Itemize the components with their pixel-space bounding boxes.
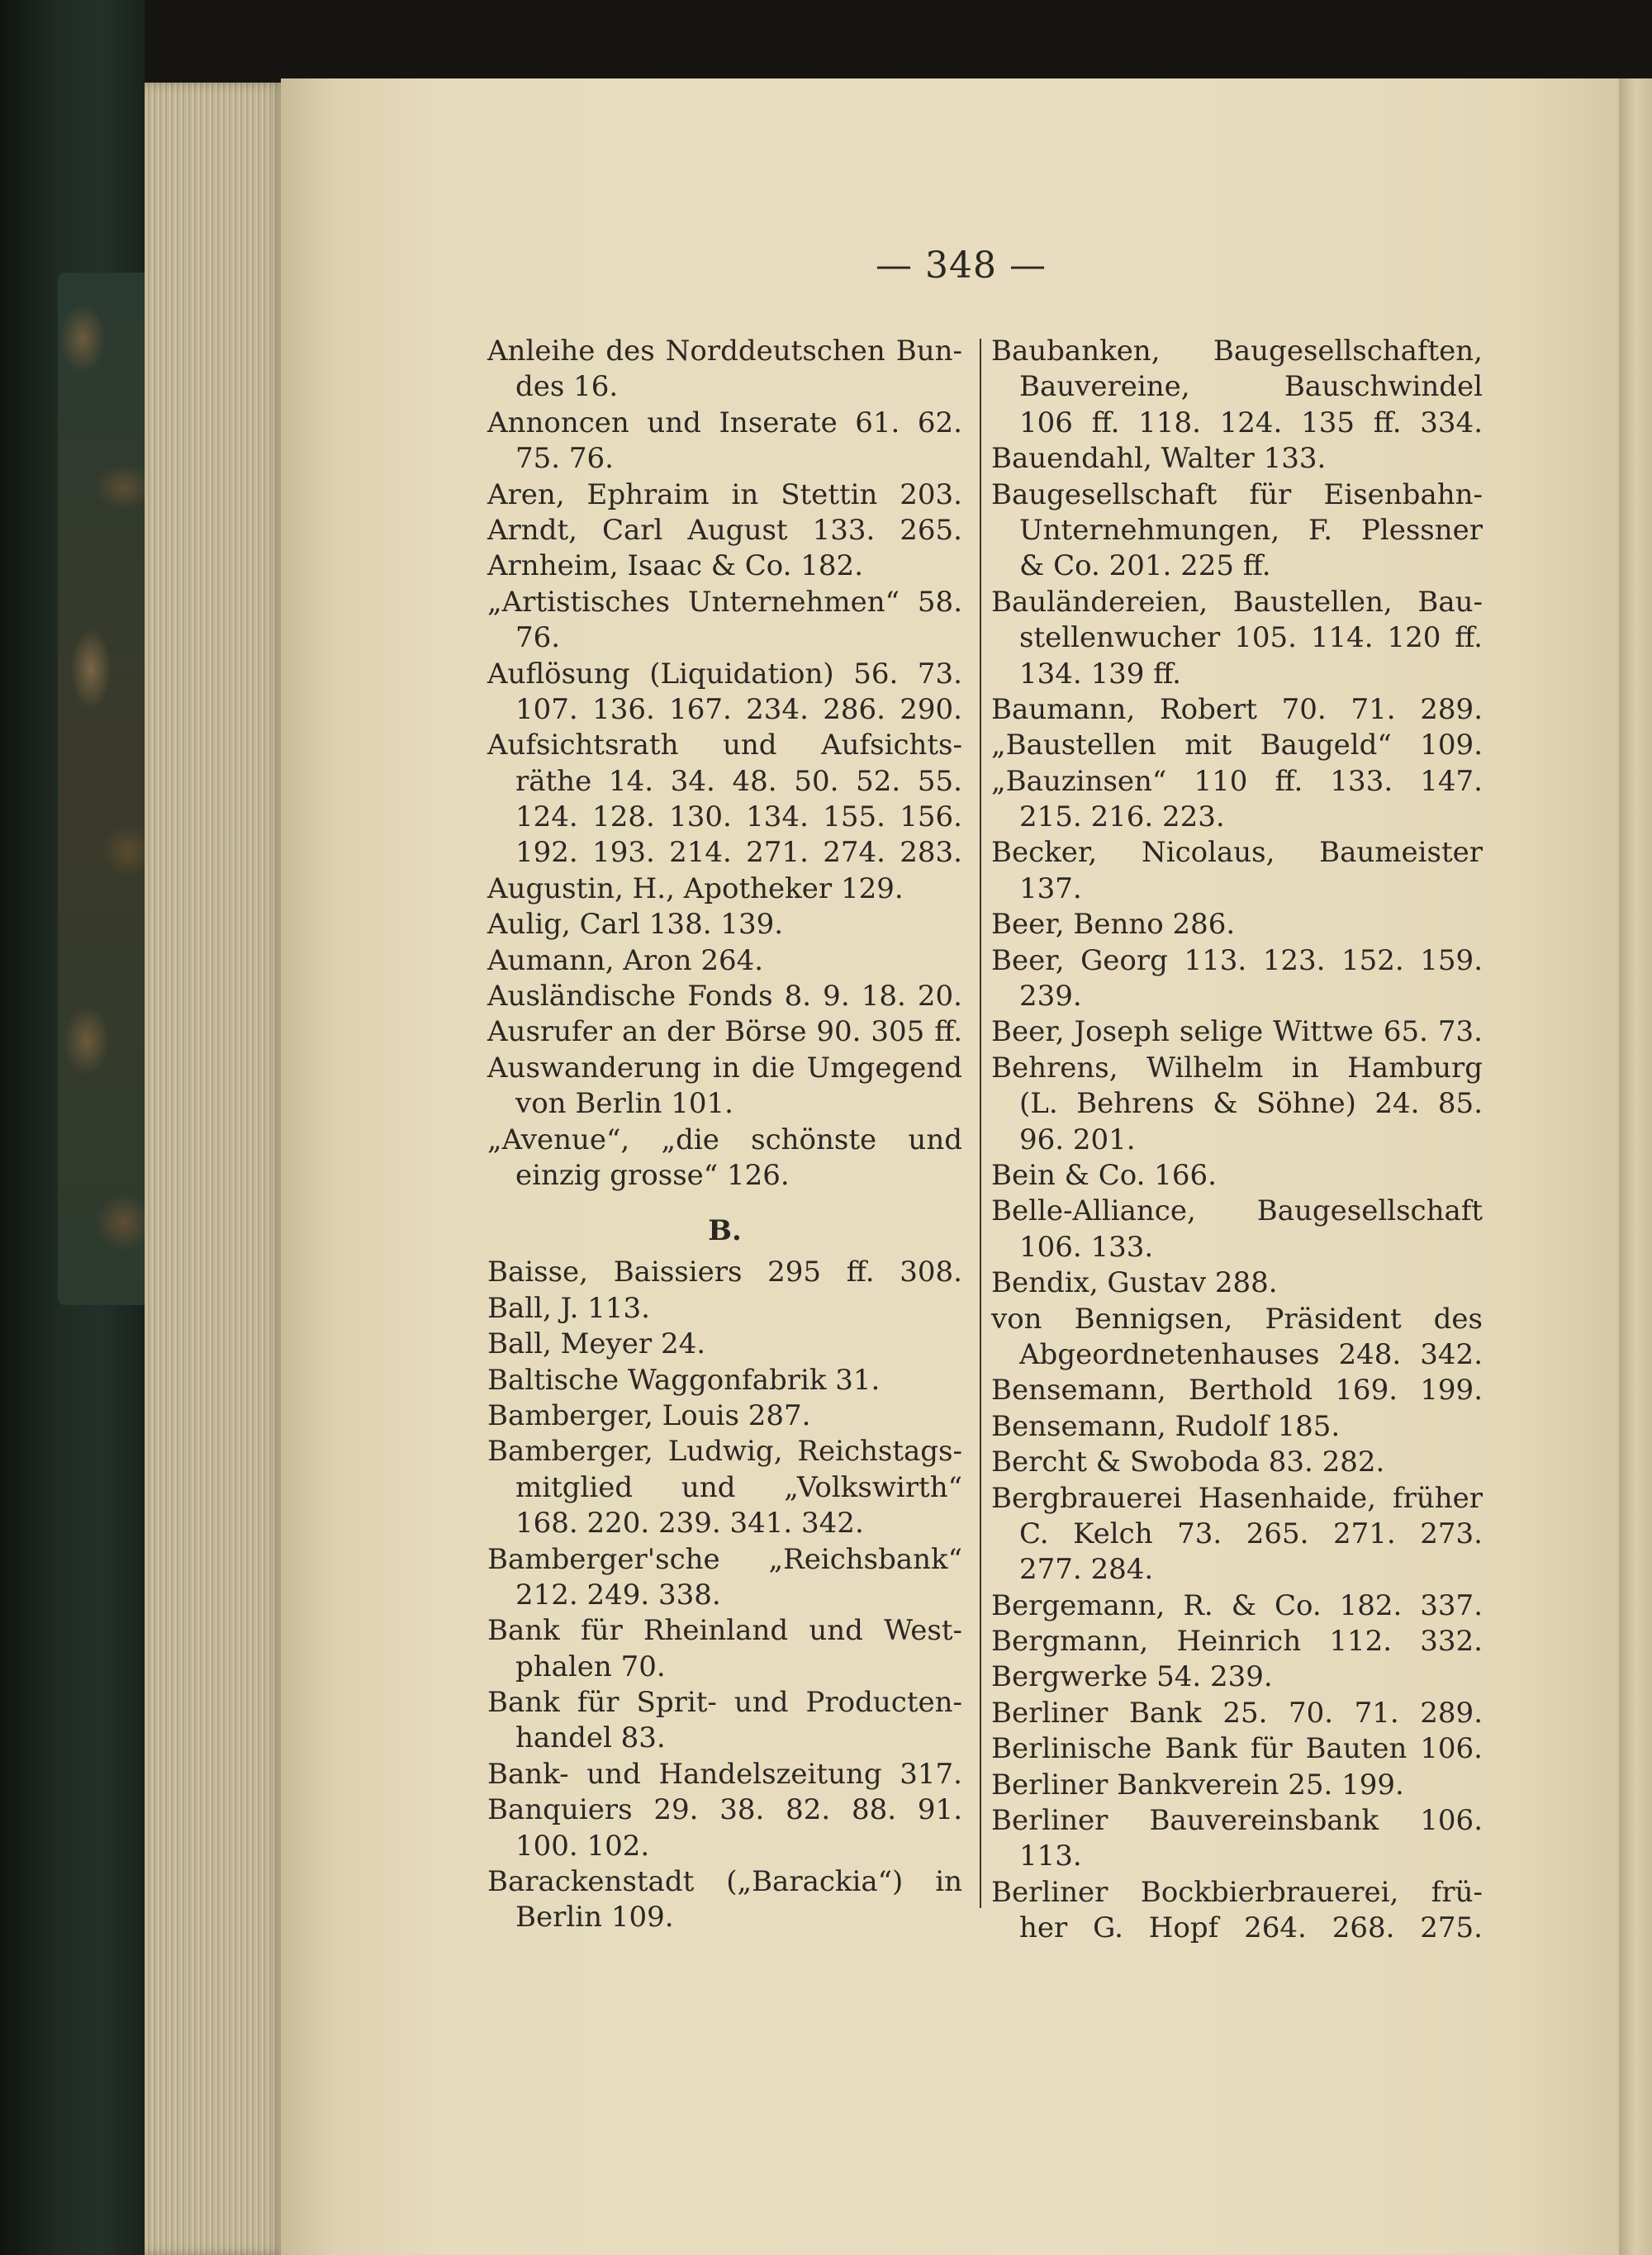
index-entry-continuation: 134. 139 ff. [1019, 657, 1181, 691]
index-entry-continuation: Abgeordnetenhauses 248. 342. [1019, 1337, 1483, 1371]
index-entry: Aufsichtsrath und Aufsichts- [487, 729, 962, 762]
index-entry: Bergbrauerei Hasenhaide, früher [991, 1481, 1483, 1515]
index-entry: Berliner Bankverein 25. 199. [991, 1768, 1404, 1802]
index-entry: Aumann, Aron 264. [487, 943, 764, 977]
index-entry-continuation: 107. 136. 167. 234. 286. 290. [515, 692, 962, 726]
index-entry-continuation: Berlin 109. [515, 1901, 674, 1935]
index-entry-continuation: mitglied und „Volkswirth“ [515, 1470, 962, 1504]
index-entry-continuation: (L. Behrens & Söhne) 24. 85. [1019, 1087, 1483, 1121]
index-entry: Bensemann, Rudolf 185. [991, 1409, 1341, 1443]
index-entry-continuation: 168. 220. 239. 341. 342. [515, 1507, 864, 1541]
index-entry-continuation: phalen 70. [515, 1650, 666, 1683]
index-entry: „Artistisches Unternehmen“ 58. [487, 585, 962, 619]
index-entry-continuation: 100. 102. [515, 1829, 650, 1863]
marbled-endpaper [58, 273, 149, 1305]
index-entry-continuation: des 16. [515, 370, 619, 404]
index-entry: Bauendahl, Walter 133. [991, 442, 1327, 476]
index-entry-continuation: Bauvereine, Bauschwindel [1019, 370, 1483, 404]
index-entry: Becker, Nicolaus, Baumeister [991, 836, 1483, 870]
index-entry-continuation: 239. [1019, 980, 1082, 1014]
index-entry: Bank- und Handelszeitung 317. [487, 1757, 962, 1791]
page-number: — 348 — [876, 244, 1047, 287]
index-entry: Arnheim, Isaac & Co. 182. [487, 549, 863, 583]
next-page-edge [1619, 78, 1652, 2255]
index-entry: Berliner Bauvereinsbank 106. [991, 1804, 1483, 1838]
index-entry: Bergemann, R. & Co. 182. 337. [991, 1588, 1483, 1622]
index-entry: Beer, Benno 286. [991, 908, 1236, 942]
index-entry: Behrens, Wilhelm in Hamburg [991, 1051, 1483, 1085]
index-entry: Auflösung (Liquidation) 56. 73. [487, 657, 962, 691]
index-entry-continuation: einzig grosse“ 126. [515, 1158, 790, 1192]
index-entry: Bauländereien, Baustellen, Bau- [991, 585, 1483, 619]
index-entry: Baugesellschaft für Eisenbahn- [991, 477, 1483, 511]
index-entry: Bamberger, Ludwig, Reichstags- [487, 1435, 962, 1469]
index-entry-continuation: 192. 193. 214. 271. 274. 283. [515, 836, 962, 870]
index-entry-continuation: 137. [1019, 871, 1082, 905]
index-entry: Baubanken, Baugesellschaften, [991, 335, 1483, 368]
column-divider [980, 339, 981, 1908]
index-column-right [991, 334, 1483, 1947]
index-entry: Bank für Rheinland und West- [487, 1614, 962, 1648]
index-entry-continuation: 124. 128. 130. 134. 155. 156. [515, 800, 962, 834]
index-entry: Bergwerke 54. 239. [991, 1660, 1273, 1694]
index-entry-continuation: 96. 201. [1019, 1123, 1136, 1156]
index-entry: Augustin, H., Apotheker 129. [487, 871, 904, 905]
index-entry: „Avenue“, „die schönste und [487, 1123, 962, 1156]
page-edges [145, 83, 285, 2255]
index-entry: Auswanderung in die Umgegend [487, 1051, 962, 1085]
index-entry: von Bennigsen, Präsident des [991, 1302, 1483, 1336]
index-entry: Beer, Joseph selige Wittwe 65. 73. [991, 1015, 1483, 1049]
index-entry: Bank für Sprit- und Producten- [487, 1686, 962, 1720]
index-entry: Aulig, Carl 138. 139. [487, 908, 784, 942]
index-entry: Bamberger'sche „Reichsbank“ [487, 1542, 962, 1576]
index-entry: Anleihe des Norddeutschen Bun- [487, 335, 962, 368]
index-entry-continuation: 76. [515, 621, 561, 655]
index-entry: Bein & Co. 166. [991, 1158, 1217, 1192]
index-entry-continuation: von Berlin 101. [515, 1087, 733, 1121]
index-entry-continuation: & Co. 201. 225 ff. [1019, 549, 1271, 583]
index-entry-continuation: 113. [1019, 1840, 1082, 1873]
index-entry-continuation: her G. Hopf 264. 268. 275. [1019, 1911, 1483, 1945]
index-column-left [487, 334, 962, 1936]
index-entry-continuation: C. Kelch 73. 265. 271. 273. [1019, 1517, 1483, 1550]
index-entry: Bercht & Swoboda 83. 282. [991, 1446, 1385, 1479]
index-entry: Arndt, Carl August 133. 265. [487, 513, 962, 547]
index-entry-continuation: 106 ff. 118. 124. 135 ff. 334. [1019, 406, 1483, 439]
index-entry: Belle-Alliance, Baugesellschaft [991, 1194, 1483, 1228]
index-entry-continuation: 106. 133. [1019, 1230, 1154, 1264]
index-entry: Beer, Georg 113. 123. 152. 159. [991, 943, 1483, 977]
index-entry-continuation: 215. 216. 223. [1019, 800, 1225, 834]
index-entry: Barackenstadt („Barackia“) in [487, 1865, 962, 1899]
index-entry: Banquiers 29. 38. 82. 88. 91. [487, 1793, 962, 1827]
index-entry-continuation: 212. 249. 338. [515, 1578, 721, 1612]
index-entry: Aren, Ephraim in Stettin 203. [487, 477, 962, 511]
index-entry-continuation: stellenwucher 105. 114. 120 ff. [1019, 621, 1483, 655]
index-entry: Ball, Meyer 24. [487, 1327, 706, 1361]
index-entry: „Baustellen mit Baugeld“ 109. [991, 729, 1483, 762]
index-entry: Baisse, Baissiers 295 ff. 308. [487, 1256, 962, 1289]
index-entry: Ausrufer an der Börse 90. 305 ff. [487, 1015, 962, 1049]
index-entry-continuation: 75. 76. [515, 442, 614, 476]
index-entry: Baumann, Robert 70. 71. 289. [991, 692, 1483, 726]
index-entry: Bamberger, Louis 287. [487, 1398, 811, 1432]
index-entry: Berliner Bockbierbrauerei, frü- [991, 1875, 1483, 1909]
index-entry-continuation: 277. 284. [1019, 1553, 1154, 1587]
index-entry: Bensemann, Berthold 169. 199. [991, 1374, 1483, 1408]
index-entry: Berlinische Bank für Bauten 106. [991, 1732, 1483, 1766]
index-entry-continuation: handel 83. [515, 1721, 666, 1755]
index-entry-continuation: räthe 14. 34. 48. 50. 52. 55. [515, 764, 962, 798]
index-entry: Ball, J. 113. [487, 1291, 650, 1325]
index-entry-continuation: Unternehmungen, F. Plessner [1019, 513, 1483, 547]
index-entry: Ausländische Fonds 8. 9. 18. 20. [487, 980, 962, 1014]
index-entry: Bergmann, Heinrich 112. 332. [991, 1625, 1483, 1659]
index-entry: „Bauzinsen“ 110 ff. 133. 147. [991, 764, 1483, 798]
section-heading: B. [708, 1214, 742, 1248]
index-entry: Baltische Waggonfabrik 31. [487, 1363, 881, 1397]
index-entry: Bendix, Gustav 288. [991, 1266, 1278, 1300]
index-entry: Berliner Bank 25. 70. 71. 289. [991, 1696, 1483, 1730]
index-entry: Annoncen und Inserate 61. 62. [487, 406, 962, 439]
